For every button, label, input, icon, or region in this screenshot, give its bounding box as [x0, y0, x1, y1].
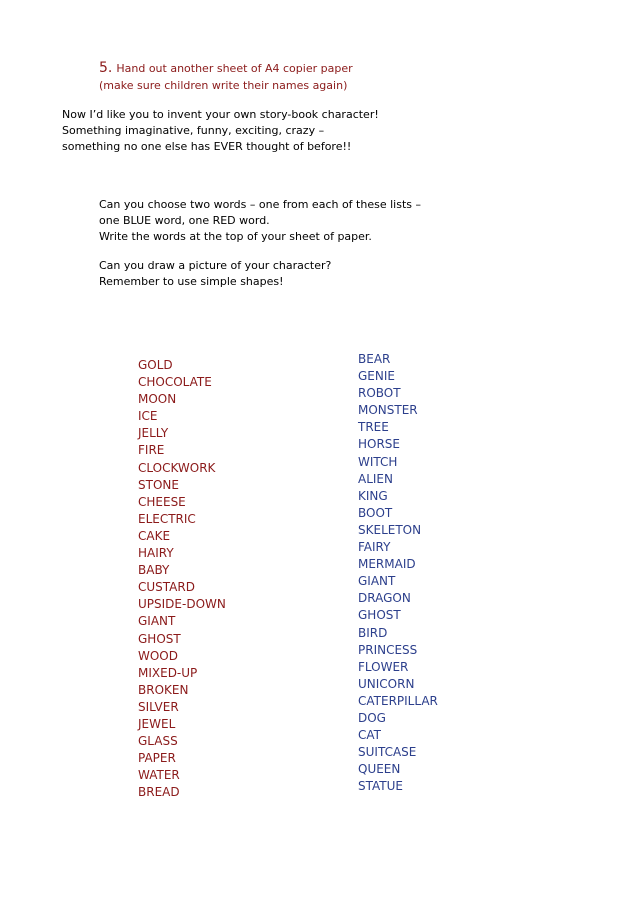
word-list-item: UNICORN: [358, 676, 415, 691]
word-list-item: MERMAID: [358, 557, 416, 572]
word-list-item: HORSE: [358, 437, 401, 452]
word-list-item: PAPER: [138, 751, 176, 766]
word-list-item: CLOCKWORK: [138, 460, 216, 475]
word-list-item: WITCH: [358, 454, 398, 469]
word-list-item: STATUE: [358, 779, 403, 794]
step-subtitle: (make sure children write their names again): [99, 79, 348, 92]
word-list-item: UPSIDE-DOWN: [138, 597, 226, 612]
word-list-item: DOG: [358, 710, 386, 725]
instruction-line: Write the words at the top of your sheet of paper.: [99, 230, 372, 243]
instruction-line: Remember to use simple shapes!: [99, 275, 284, 288]
word-list-item: TREE: [358, 420, 389, 435]
word-list-item: FLOWER: [358, 659, 409, 674]
word-list-item: MONSTER: [358, 403, 418, 418]
word-list-item: JELLY: [138, 426, 169, 441]
word-list-item: WOOD: [138, 648, 178, 663]
choose-words-instructions: [99, 197, 421, 245]
word-list-item: HAIRY: [138, 546, 174, 561]
word-list-item: JEWEL: [138, 716, 176, 731]
step-number: 5.: [99, 60, 113, 76]
word-list-item: WATER: [138, 768, 180, 783]
blue-word-list: [358, 351, 438, 795]
word-list-item: STONE: [138, 477, 179, 492]
word-list-item: BROKEN: [138, 682, 189, 697]
word-list-item: CAKE: [138, 528, 171, 543]
word-list-item: CHOCOLATE: [138, 375, 212, 390]
word-list-item: QUEEN: [358, 762, 401, 777]
word-list-item: BABY: [138, 563, 170, 578]
intro-line: Now I’d like you to invent your own story-book character!: [62, 108, 379, 121]
word-list-item: ROBOT: [358, 386, 401, 401]
red-word-list: [138, 357, 226, 801]
instruction-line: Can you choose two words – one from each of these lists –: [99, 198, 421, 211]
word-list-item: SUITCASE: [358, 745, 417, 760]
word-list-item: CHEESE: [138, 494, 186, 509]
word-list-item: GENIE: [358, 369, 395, 384]
word-list-item: GHOST: [138, 631, 181, 646]
word-list-item: FIRE: [138, 443, 165, 458]
word-list-item: CUSTARD: [138, 580, 195, 595]
word-list-item: PRINCESS: [358, 642, 418, 657]
word-list-item: FAIRY: [358, 540, 391, 555]
word-list-item: BIRD: [358, 625, 388, 640]
word-list-item: DRAGON: [358, 591, 411, 606]
word-list-item: ALIEN: [358, 471, 393, 486]
word-list-item: GOLD: [138, 358, 173, 372]
word-list-item: ELECTRIC: [138, 511, 196, 526]
instruction-line: one BLUE word, one RED word.: [99, 214, 270, 227]
step-title: Hand out another sheet of A4 copier paper: [116, 62, 353, 75]
word-list-item: BREAD: [138, 785, 180, 800]
word-list-item: BEAR: [358, 352, 391, 366]
word-list-item: GIANT: [138, 614, 176, 629]
word-list-item: CATERPILLAR: [358, 693, 438, 708]
word-list-item: GLASS: [138, 734, 178, 749]
word-list-item: BOOT: [358, 505, 393, 520]
intro-line: something no one else has EVER thought of before!!: [62, 140, 352, 153]
word-list-item: GIANT: [358, 574, 396, 589]
word-list-item: MIXED-UP: [138, 665, 198, 680]
word-list-item: ICE: [138, 409, 158, 424]
word-list-item: CAT: [358, 728, 381, 743]
step-heading: [99, 60, 353, 76]
word-list-item: SILVER: [138, 699, 179, 714]
word-list-item: SKELETON: [358, 522, 422, 537]
word-list-item: MOON: [138, 392, 177, 407]
intro-line: Something imaginative, funny, exciting, crazy –: [62, 124, 325, 137]
word-list-item: KING: [358, 488, 388, 503]
drawing-instructions: [99, 258, 331, 290]
word-list-item: GHOST: [358, 608, 401, 623]
intro-paragraph: [62, 107, 379, 155]
instruction-line: Can you draw a picture of your character?: [99, 259, 332, 272]
